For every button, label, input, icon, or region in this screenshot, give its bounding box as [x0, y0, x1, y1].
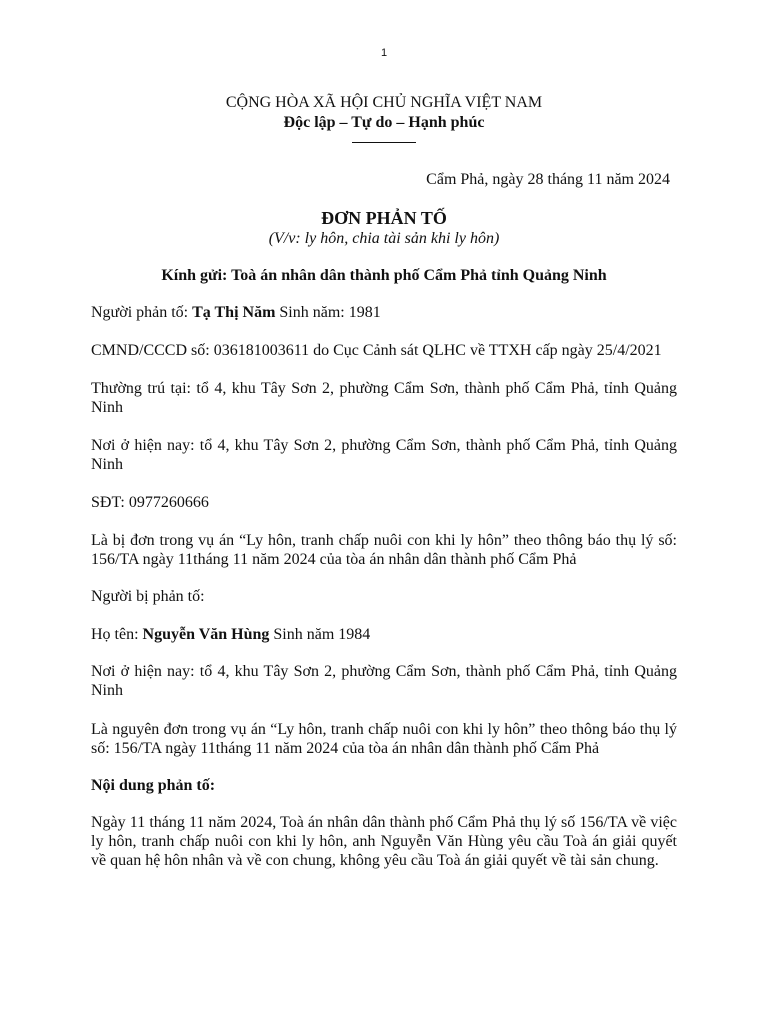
respondent-label: Họ tên: [91, 626, 143, 643]
motto-underline [352, 142, 416, 143]
counterclaimant-birth: Sinh năm: 1981 [275, 304, 381, 321]
respondent-birth: Sinh năm 1984 [269, 626, 371, 643]
counterclaimant-role: Là bị đơn trong vụ án “Ly hôn, tranh chấp nuôi con khi ly hôn” theo thông báo thụ lý số: 156/TA ngày 11tháng 11 năm 2024 của tòa án nhân dân thành phố Cẩm Phả [91, 532, 677, 568]
document-subtitle: (V/v: ly hôn, chia tài sản khi ly hôn) [268, 230, 500, 247]
phone-line: SĐT: 0977260666 [91, 494, 209, 511]
id-card-line: CMND/CCCD số: 036181003611 do Cục Cảnh sát QLHC về TTXH cấp ngày 25/4/2021 [91, 342, 662, 359]
counterclaimant-name: Tạ Thị Năm [192, 304, 276, 321]
national-title: CỘNG HÒA XÃ HỘI CHỦ NGHĨA VIỆT NAM [225, 94, 543, 111]
content-heading: Nội dung phản tố: [91, 777, 216, 794]
respondent-line [91, 625, 677, 644]
respondent-name: Nguyễn Văn Hùng [142, 626, 270, 643]
recipient-line: Kính gửi: Toà án nhân dân thành phố Cẩm Phả tỉnh Quảng Ninh [161, 267, 607, 284]
counterclaimant-current-address: Nơi ở hiện nay: tổ 4, khu Tây Sơn 2, phường Cẩm Sơn, thành phố Cẩm Phả, tỉnh Quảng Ninh [91, 437, 677, 473]
counterclaimant-line [91, 303, 677, 322]
counterclaimant-label: Người phản tố: [91, 304, 193, 321]
page-number: 1 [380, 47, 388, 59]
respondent-heading: Người bị phản tố: [91, 588, 205, 605]
national-motto: Độc lập – Tự do – Hạnh phúc [283, 114, 485, 131]
permanent-address: Thường trú tại: tổ 4, khu Tây Sơn 2, phường Cẩm Sơn, thành phố Cẩm Phả, tỉnh Quảng Ninh [91, 380, 677, 416]
respondent-current-address: Nơi ở hiện nay: tổ 4, khu Tây Sơn 2, phường Cẩm Sơn, thành phố Cẩm Phả, tỉnh Quảng Ninh [91, 663, 677, 699]
document-title: ĐƠN PHẢN TỐ [321, 208, 447, 228]
content-paragraph: Ngày 11 tháng 11 năm 2024, Toà án nhân dân thành phố Cẩm Phả thụ lý số 156/TA về việc ly hôn, tranh chấp nuôi con khi ly hôn, anh Nguyễn Văn Hùng yêu cầu Toà án giải quyết về quan hệ hôn nhân và về con chung, không yêu cầu Toà án giải quyết về tài sản chung. [91, 814, 677, 869]
respondent-role: Là nguyên đơn trong vụ án “Ly hôn, tranh chấp nuôi con khi ly hôn” theo thông báo thụ lý số: 156/TA ngày 11tháng 11 năm 2024 của tòa án nhân dân thành phố Cẩm Phả [91, 721, 677, 757]
place-date: Cẩm Phả, ngày 28 tháng 11 năm 2024 [426, 171, 670, 188]
